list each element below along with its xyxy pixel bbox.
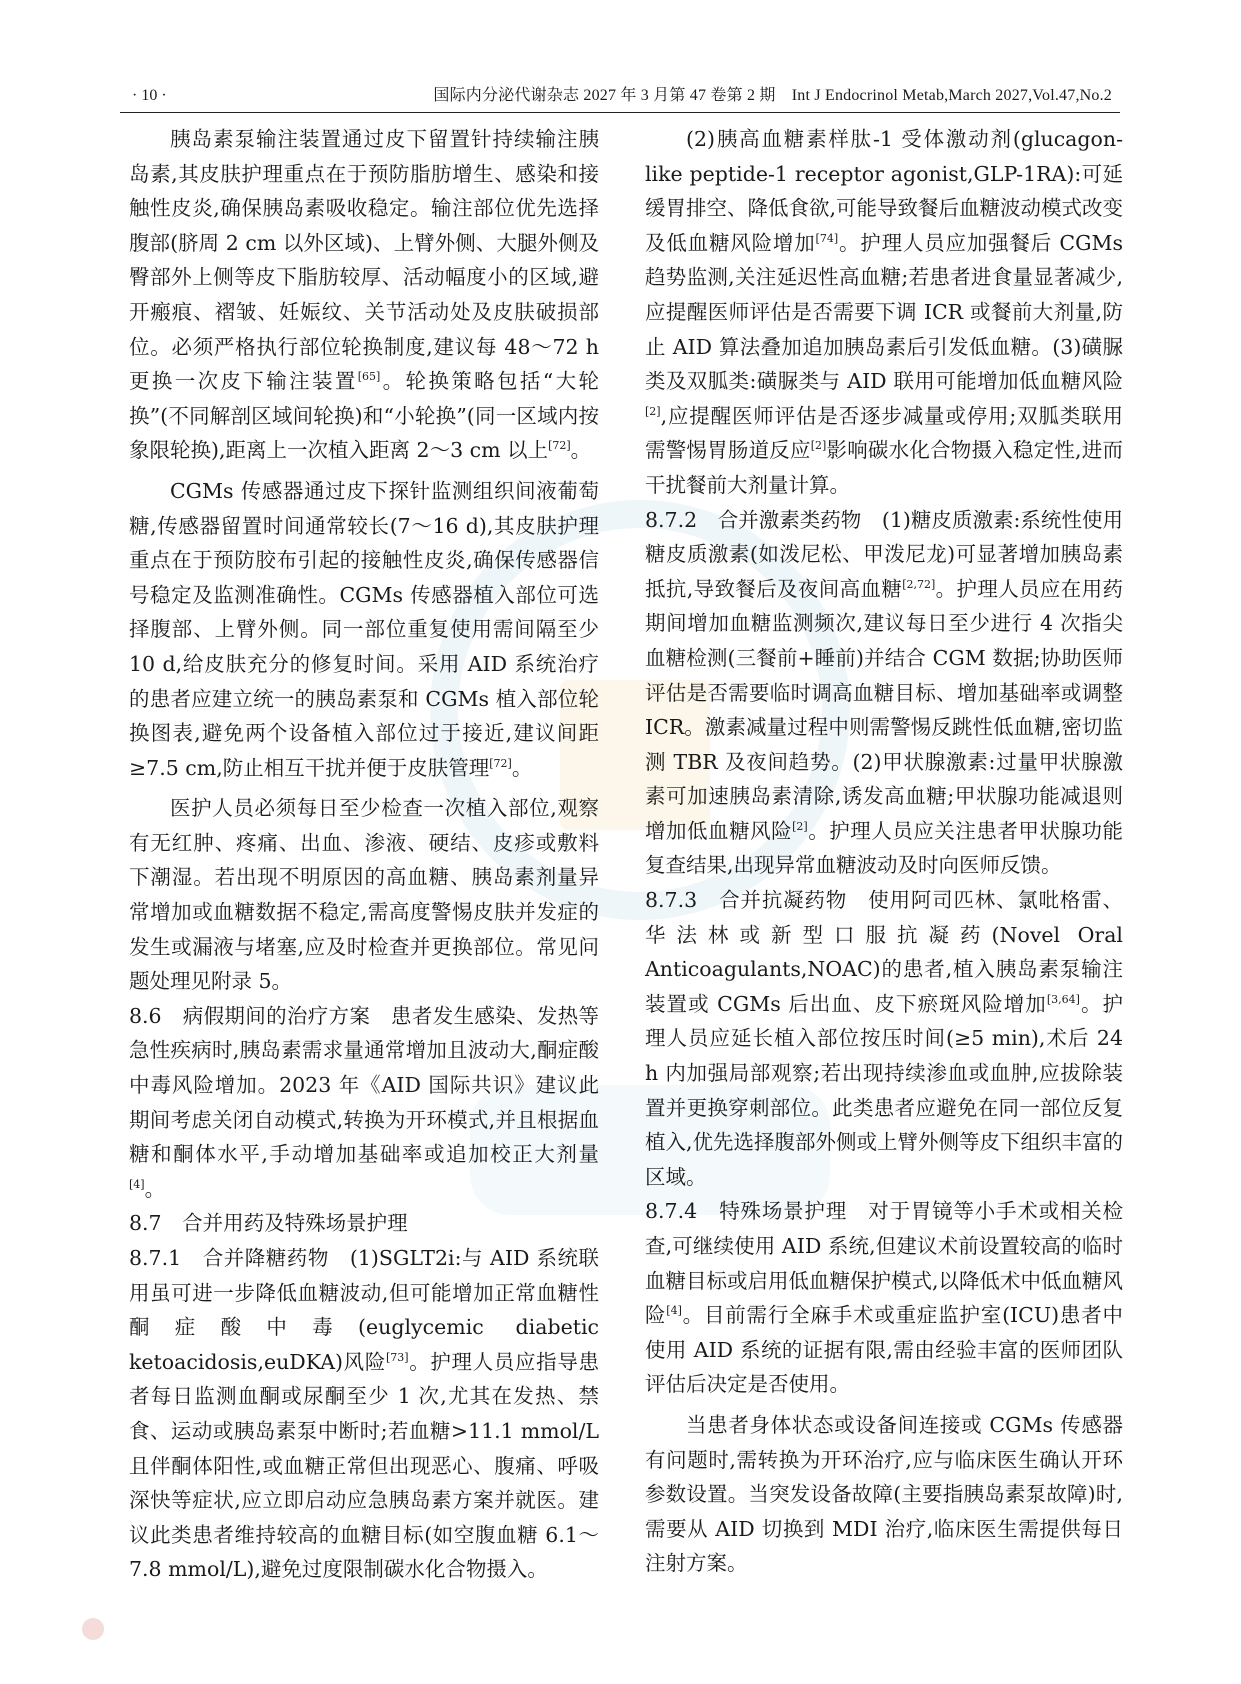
paragraph-open-loop xyxy=(645,1408,1123,1581)
text: (1)糖皮质激素:系统性使用糖皮质激素(如泼尼松、甲泼尼龙)可显著增加胰岛素抵抗,导致餐后及夜间高血糖 xyxy=(645,507,1123,601)
citation: [2] xyxy=(810,439,827,453)
text: 当患者身体状态或设备间连接或 CGMs 传感器有问题时,需转换为开环治疗,应与临床医生确认开环参数设置。当突发设备故障(主要指胰岛素泵故障)时,需要从 AID 切换到 MDI 治疗,临床医生需提供每日注射方案。 xyxy=(645,1412,1123,1576)
text: 胰岛素泵输注装置通过皮下留置针持续输注胰岛素,其皮肤护理重点在于预防脂肪增生、感染和接触性皮炎,确保胰岛素吸收稳定。输注部位优先选择腹部(脐周 2 cm 以外区域)、上臂外侧、大腿外侧及臀部外上侧等皮下脂肪较厚、活动幅度小的区域,避开瘢痕、褶皱、妊娠纹、关节活动处及皮肤破损部位。必须严格执行部位轮换制度,建议每 48～72 h 更换一次皮下输注装置 xyxy=(129,127,599,394)
text: 。护理人员应加强餐后 CGMs 趋势监测,关注延迟性高血糖;若患者进食量显著减少,应提醒医师评估是否需要下调 ICR 或餐前大剂量,防止 AID 算法叠加追加胰岛素后引发低血糖。(3)磺脲类及双胍类:磺脲类与 AID 联用可能增加低血糖风险 xyxy=(645,230,1124,394)
publisher-watermark xyxy=(82,1618,382,1640)
text: 影响碳水化合物摄入稳定性,进而干扰餐前大剂量计算。 xyxy=(645,438,1124,497)
section-heading: 8.6 病假期间的治疗方案 xyxy=(129,1003,392,1028)
citation: [4] xyxy=(666,1304,682,1318)
text: 。 xyxy=(511,755,533,780)
text: CGMs 传感器通过皮下探针监测组织间液葡萄糖,传感器留置时间通常较长(7～16 d),其皮肤护理重点在于预防胶布引起的接触性皮炎,确保传感器信号稳定及监测准确性。CGMs 传感器植入部位可选择腹部、上臂外侧。同一部位重复使用需间隔至少 10 d,给皮肤充分的修复时间。采用 AID 系统治疗的患者应建立统一的胰岛素泵和 CGMs 植入部位轮换图表,避免两个设备植入部位过于接近,建议间距≥7.5 cm,防止相互干扰并便于皮肤管理 xyxy=(129,478,599,780)
citation: [73] xyxy=(386,1350,409,1364)
text: 。护理人员应延长植入部位按压时间(≥5 min),术后 24 h 内加强局部观察;若出现持续渗血或血肿,应拔除装置并更换穿刺部位。此类患者应避免在同一部位反复植入,优先选择腹部外侧或上臂外侧等皮下组织丰富的区域。 xyxy=(645,991,1124,1189)
text: 医护人员必须每日至少检查一次植入部位,观察有无红肿、疼痛、出血、渗液、硬结、皮疹或敷料下潮湿。若出现不明原因的高血糖、胰岛素剂量异常增加或血糖数据不稳定,需高度警惕皮肤并发症的发生或漏液与堵塞,应及时检查并更换部位。常见问题处理见附录 5。 xyxy=(129,796,599,994)
citation: [72] xyxy=(548,439,571,453)
text: 。护理人员应关注患者甲状腺功能复查结果,出现异常血糖波动及时向医师反馈。 xyxy=(645,818,1124,878)
text: 患者发生感染、发热等急性疾病时,胰岛素需求量通常增加且波动大,酮症酸中毒风险增加。2023 年《AID 国际共识》建议此期间考虑关闭自动模式,转换为开环模式,并且根据血糖和酮体水平,手动增加基础率或追加校正大剂量 xyxy=(129,1003,599,1167)
text: 。目前需行全麻手术或重症监护室(ICU)患者中使用 AID 系统的证据有限,需由经验丰富的医师团队评估后决定是否使用。 xyxy=(645,1303,1123,1397)
section-8-6 xyxy=(129,999,599,1207)
text: 。轮换策略包括“大轮换”(不同解剖区域间轮换)和“小轮换”(同一区域内按象限轮换),距离上一次植入距离 2～3 cm 以上 xyxy=(129,369,600,463)
text: 。 xyxy=(570,438,592,463)
subsection-heading: 8.7.2 合并激素类药物 xyxy=(645,507,882,532)
text: 。护理人员应在用药期间增加血糖监测频次,建议每日至少进行 4 次指尖血糖检测(三餐前+睡前)并结合 CGM 数据;协助医师评估是否需要临时调高血糖目标、增加基础率或调整 ICR。激素减量过程中则需警惕反跳性低血糖,密切监测 TBR 及夜间趋势。(2)甲状腺激素:过量甲状腺激素可加速胰岛素清除,诱发高血糖;甲状腺功能减退则增加低血糖风险 xyxy=(645,576,1123,843)
citation: [65] xyxy=(357,370,381,384)
text: (2)胰高血糖素样肽-1 受体激动剂(glucagon-like peptide-1 receptor agonist,GLP-1RA):可延缓胃排空、降低食欲,可能导致餐后血糖波动模式改变及低血糖风险增加 xyxy=(645,127,1124,255)
text: ,应提醒医师评估是否逐步减量或停用;双胍类联用需警惕胃肠道反应 xyxy=(645,403,1123,463)
text: (1)SGLT2i:与 AID 系统联用虽可进一步降低血糖波动,但可能增加正常血糖性酮症酸中毒(euglycemic diabetic ketoacidosis,euDKA)风险 xyxy=(129,1246,599,1374)
right-column xyxy=(645,122,1123,1581)
paragraph-daily-check xyxy=(129,791,599,999)
text: 使用阿司匹林、氯吡格雷、华法林或新型口服抗凝药(Novel Oral Anticoagulants,NOAC)的患者,植入胰岛素泵输注装置或 CGMs 后出血、皮下瘀斑风险增加 xyxy=(645,888,1124,1016)
publisher-logo-icon xyxy=(82,1618,104,1640)
subsection-heading: 8.7.4 特殊场景护理 xyxy=(645,1199,869,1224)
text: 对于胃镜等小手术或相关检查,可继续使用 AID 系统,但建议术前设置较高的临时血糖目标或启用低血糖保护模式,以降低术中低血糖风险 xyxy=(645,1199,1124,1328)
text: 。护理人员应指导患者每日监测血酮或尿酮至少 1 次,尤其在发热、禁食、运动或胰岛素泵中断时;若血糖>11.1 mmol/L 且伴酮体阳性,或血糖正常但出现恶心、腹痛、呼吸深快等症状,应立即启动应急胰岛素方案并就医。建议此类患者维持较高的血糖目标(如空腹血糖 6.1～7.8 mmol/L),避免过度限制碳水化合物摄入。 xyxy=(129,1349,599,1582)
citation: [2] xyxy=(645,404,661,418)
citation: [4] xyxy=(129,1177,145,1191)
page-number: · 10 · xyxy=(132,87,167,104)
running-header xyxy=(120,84,1120,113)
subsection-heading: 8.7.3 合并抗凝药物 xyxy=(645,888,869,913)
section-8-7-1 xyxy=(129,1241,599,1587)
citation: [2,72] xyxy=(902,577,936,591)
section-8-7-2 xyxy=(645,503,1123,884)
citation: [2] xyxy=(792,820,808,834)
citation: [72] xyxy=(489,756,512,770)
citation: [74] xyxy=(815,231,839,245)
paragraph-infusion-site xyxy=(129,122,599,468)
journal-citation: 国际内分泌代谢杂志 2027 年 3 月第 47 卷第 2 期 Int J Endocrinol Metab,March 2027,Vol.47,No.2 xyxy=(433,87,1112,104)
subsection-heading: 8.7.1 合并降糖药物 xyxy=(129,1246,350,1270)
citation: [3,64] xyxy=(1046,993,1080,1007)
paragraph-cgm-sensor xyxy=(129,474,599,785)
section-8-7 xyxy=(129,1206,599,1241)
section-8-7-4 xyxy=(645,1194,1123,1402)
paragraph-glp1 xyxy=(645,122,1123,503)
text: 。 xyxy=(144,1176,166,1201)
left-column xyxy=(129,122,599,1587)
section-heading: 8.7 合并用药及特殊场景护理 xyxy=(129,1211,408,1236)
section-8-7-3 xyxy=(645,883,1123,1194)
